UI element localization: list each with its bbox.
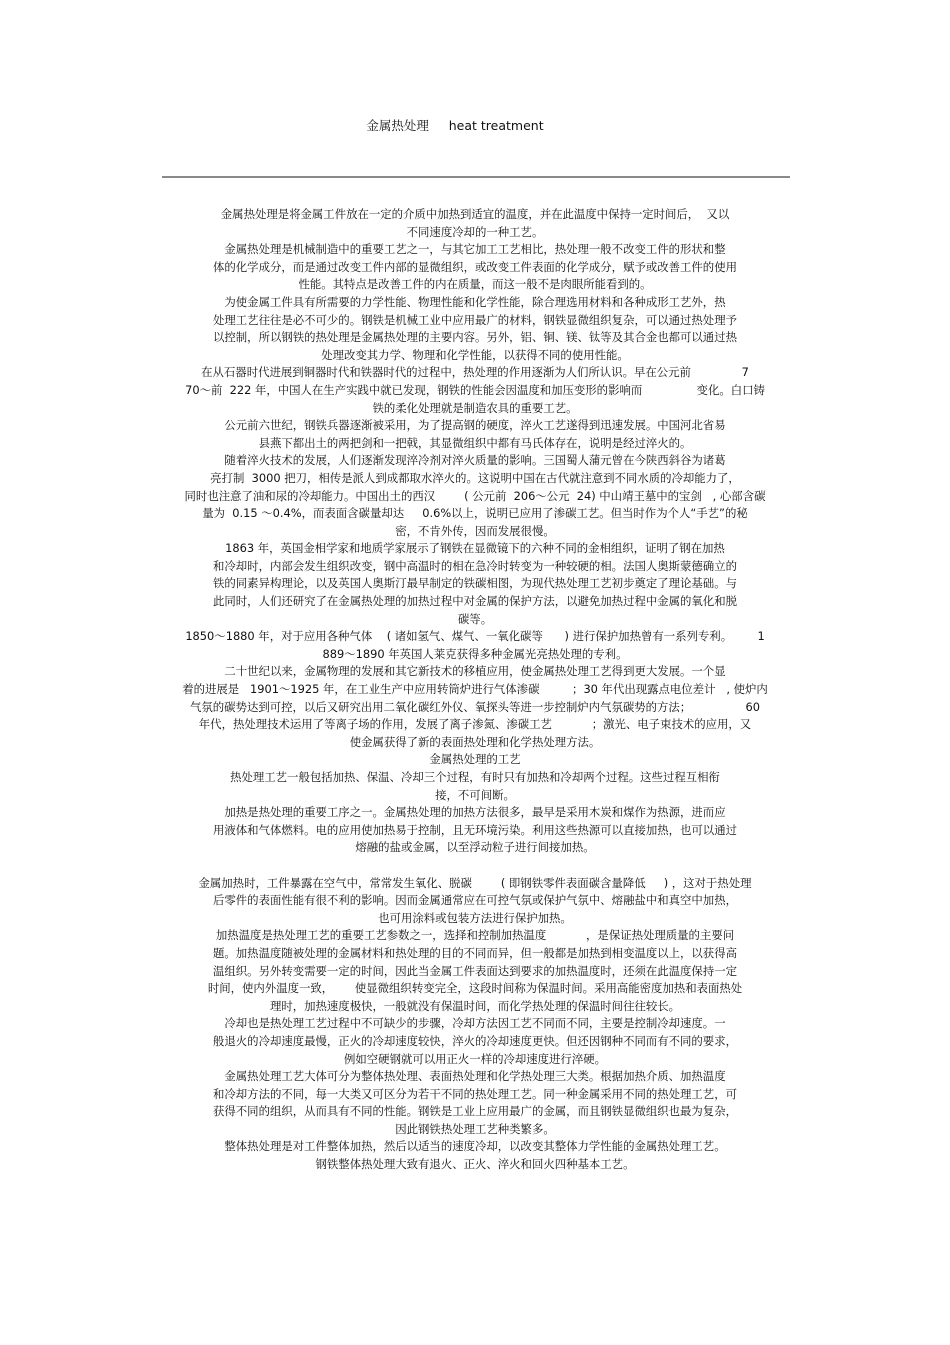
text-line: 温组织。另外转变需要一定的时间，因此当金属工件表面达到要求的加热温度时，还须在此温度保持一定 [213,963,737,978]
text-line: 金属加热时，工件暴露在空气中，常常发生氧化、脱碳 ( 即钢铁零件表面碳含量降低 ) ，这对于热处理 [198,875,752,890]
text-line: 金属热处理是将金属工件放在一定的介质中加热到适宜的温度，并在此温度中保持一定时间后， 又以 [220,207,730,221]
text-line: 密，不肯外传，因而发展很慢。 [395,523,555,538]
text-line: 1850～1880 年，对于应用各种气体 ( 诸如氢气、煤气、一氧化碳等 ) 进行保护加热曾有一系列专利。 1 [185,629,765,644]
text-line: 随着淬火技术的发展，人们逐渐发现淬冷剂对淬火质量的影响。三国蜀人蒲元曾在今陕西斜谷为诸葛 [224,453,726,468]
text-line: 年代，热处理技术运用了等离子场的作用，发展了离子渗氮、渗碳工艺 ；激光、电子束技术的应用，又 [198,717,752,732]
text-line: 也可用涂料或包装方法进行保护加热。 [378,910,572,925]
text-line: 获得不同的组织，从而具有不同的性能。钢铁是工业上应用最广的金属，而且钢铁显微组织也最为复杂， [213,1104,737,1119]
text-line: 亮打制 3000 把刀，相传是派人到成都取水淬火的。这说明中国在古代就注意到不同水质的冷却能力了， [210,470,740,485]
text-line: 例如空硬钢就可以用正火一样的冷却速度进行淬硬。 [344,1051,606,1066]
text-line: 金属热处理是机械制造中的重要工艺之一，与其它加工工艺相比，热处理一般不改变工件的形状和整 [224,242,726,257]
text-line: 气氛的碳势达到可控，以后又研究出用二氧化碳红外仪、氧探头等进一步控制炉内气氛碳势的方法； 60 [190,699,760,714]
text-line: 县燕下都出土的两把剑和一把戟，其显微组织中都有马氏体存在，说明是经过淬火的。 [258,435,692,450]
text-line: 处理改变其力学、物理和化学性能，以获得不同的使用性能。 [321,347,629,362]
text-line: 体的化学成分，而是通过改变工件内部的显微组织，或改变工件表面的化学成分，赋予或改善工件的使用 [213,259,737,274]
text-line: 因此钢铁热处理工艺种类繁多。 [395,1121,555,1136]
text-line: 碳等。 [457,611,493,626]
text-line: 加热是热处理的重要工序之一。金属热处理的加热方法很多，最早是采用木炭和煤作为热源，进而应 [224,805,726,820]
text-line: 二十世纪以来，金属物理的发展和其它新技术的移植应用，使金属热处理工艺得到更大发展。一个显 [224,664,726,679]
title-divider [162,176,790,178]
text-line: 为使金属工件具有所需要的力学性能、物理性能和化学性能，除合理选用材料和各种成形工艺外，热 [224,294,726,309]
text-line: 接，不可间断。 [435,787,515,802]
text-line: 使金属获得了新的表面热处理和化学热处理方法。 [349,734,601,749]
text-line: 理时，加热速度极快，一般就没有保温时间，而化学热处理的保温时间往往较长。 [269,998,681,1013]
text-line: 热处理工艺一般包括加热、保温、冷却三个过程，有时只有加热和冷却两个过程。这些过程互相衔 [230,770,720,784]
text-line: 在从石器时代进展到铜器时代和铁器时代的过程中，热处理的作用逐渐为人们所认识。早在公元前 7 [201,365,749,380]
text-line: 熔融的盐或金属，以至浮动粒子进行间接加热。 [355,840,595,855]
text-line: 用液体和气体燃料。电的应用使加热易于控制，且无环境污染。利用这些热源可以直接加热，也可以通过 [213,822,737,837]
text-line: 同时也注意了油和尿的冷却能力。中国出土的西汉 ( 公元前 206～公元 24) 中山靖王墓中的宝剑 , 心部含碳 [184,488,766,503]
text-line: 量为 0.15 ～0.4%，而表面含碳量却达 0.6%以上，说明已应用了渗碳工艺。但当时作为个人“手艺”的秘 [202,506,748,521]
text-line: 889～1890 年英国人莱克获得多种金属光亮热处理的专利。 [322,646,628,661]
text-line: 钢铁整体热处理大致有退火、正火、淬火和回火四种基本工艺。 [315,1157,635,1172]
text-line: 1863 年，英国金相学家和地质学家展示了钢铁在显微镜下的六种不同的金相组织，证明了钢在加热 [225,541,725,556]
text-line: 铁的同素异构理论，以及英国人奥斯汀最早制定的铁碳相图，为现代热处理工艺初步奠定了理论基础。与 [213,576,737,591]
text-line: 处理工艺往往是必不可少的。钢铁是机械工业中应用最广的材料，钢铁显微组织复杂，可以通过热处理予 [213,312,737,327]
text-line: 公元前六世纪，钢铁兵器逐渐被采用，为了提高钢的硬度，淬火工艺遂得到迅速发展。中国河北省易 [224,418,726,433]
text-line: 此同时，人们还研究了在金属热处理的加热过程中对金属的保护方法，以避免加热过程中金属的氧化和脱 [213,594,737,609]
text-line: 时间，使内外温度一致， 使显微组织转变完全，这段时间称为保温时间。采用高能密度加热和表面热处 [207,981,743,996]
document-title: 金属热处理 heat treatment [366,118,544,133]
text-line: 性能。其特点是改善工件的内在质量，而这一般不是肉眼所能看到的。 [298,277,652,292]
text-line: 金属热处理的工艺 [429,752,521,767]
blank-line [140,857,810,875]
document-body [140,206,810,1174]
text-line: 和冷却时，内部会发生组织改变，钢中高温时的相在急冷时转变为一种较硬的相。法国人奥斯蒙德确立的 [213,558,737,573]
text-line: 金属热处理工艺大体可分为整体热处理、表面热处理和化学热处理三大类。根据加热介质、加热温度 [224,1069,726,1084]
text-line: 般退火的冷却速度最慢，正火的冷却速度较快，淬火的冷却速度更快。但还因钢种不同而有不同的要求， [213,1033,737,1048]
text-line: 题。加热温度随被处理的金属材料和热处理的目的不同而异，但一般都是加热到相变温度以上，以获得高 [213,945,737,960]
text-line: 加热温度是热处理工艺的重要工艺参数之一，选择和控制加热温度 ，是保证热处理质量的主要问 [215,928,735,943]
text-line: 整体热处理是对工件整体加热，然后以适当的速度冷却，以改变其整体力学性能的金属热处理工艺。 [224,1139,726,1154]
text-line: 后零件的表面性能有很不利的影响。因而金属通常应在可控气氛或保护气氛中、熔融盐中和真空中加热， [213,893,737,908]
text-line: 以控制，所以钢铁的热处理是金属热处理的主要内容。另外，铝、铜、镁、钛等及其合金也都可以通过热 [213,330,737,345]
text-line: 不同速度冷却的一种工艺。 [406,224,544,239]
text-line: 铁的柔化处理就是制造农具的重要工艺。 [372,400,578,415]
text-line: 着的进展是 1901～1925 年，在工业生产中应用转筒炉进行气体渗碳 ；30 年代出现露点电位差计 , 使炉内 [182,682,768,697]
text-line: 和冷却方法的不同，每一大类又可区分为若干不同的热处理工艺。同一种金属采用不同的热处理工艺，可 [213,1086,737,1101]
text-line: 冷却也是热处理工艺过程中不可缺少的步骤，冷却方法因工艺不同而不同，主要是控制冷却速度。一 [224,1016,726,1031]
text-line: 70～前 222 年，中国人在生产实践中就已发现，钢铁的性能会因温度和加压变形的影响而 变化。白口铸 [185,382,765,397]
